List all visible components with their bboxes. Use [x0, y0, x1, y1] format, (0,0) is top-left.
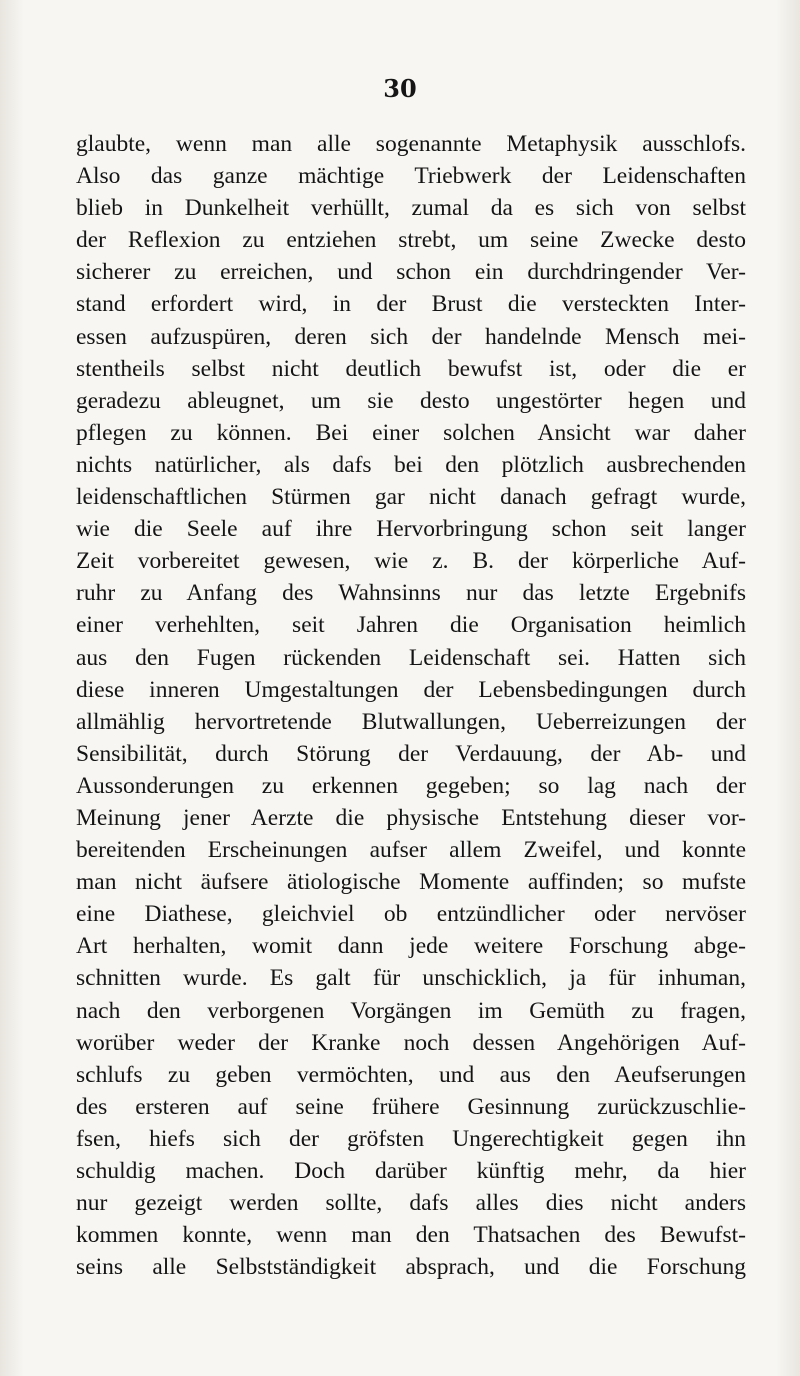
- text-line: nichts natürlicher, als dafs bei den plötzlich ausbrechenden: [76, 451, 746, 478]
- text-line: aus den Fugen rückenden Leidenschaft sei. Hatten sich: [76, 644, 746, 671]
- text-line: Aussonderungen zu erkennen gegeben; so lag nach der: [76, 772, 746, 799]
- text-line: Zeit vorbereitet gewesen, wie z. B. der körperliche Auf-: [76, 548, 746, 575]
- text-line: worüber weder der Kranke noch dessen Angehörigen Auf-: [76, 1029, 746, 1056]
- text-line: schlufs zu geben vermöchten, und aus den Aeufserungen: [76, 1061, 746, 1088]
- text-line: ruhr zu Anfang des Wahnsinns nur das letzte Ergebnifs: [76, 580, 746, 607]
- text-line: Also das ganze mächtige Triebwerk der Leidenschaften: [76, 163, 746, 190]
- text-line: nur gezeigt werden sollte, dafs alles dies nicht anders: [76, 1190, 746, 1217]
- text-line: kommen konnte, wenn man den Thatsachen des Bewufst-: [76, 1222, 746, 1249]
- text-line: schuldig machen. Doch darüber künftig mehr, da hier: [76, 1158, 746, 1184]
- text-line: glaubte, wenn man alle sogenannte Metaphysik ausschlofs.: [76, 131, 746, 157]
- text-line: Meinung jener Aerzte die physische Entstehung dieser vor-: [76, 804, 746, 831]
- text-line: bereitenden Erscheinungen aufser allem Zweifel, und konnte: [76, 837, 746, 864]
- text-line: Art herhalten, womit dann jede weitere Forschung abge-: [76, 933, 746, 960]
- text-line: der Reflexion zu entziehen strebt, um seine Zwecke desto: [76, 227, 746, 254]
- text-line: einer verhehlten, seit Jahren die Organisation heimlich: [76, 612, 746, 639]
- text-line: allmählig hervortretende Blutwallungen, Ueberreizungen der: [76, 708, 746, 735]
- text-line: nach den verborgenen Vorgängen im Gemüth zu fragen,: [76, 997, 746, 1024]
- body-text: [76, 128, 746, 1283]
- text-line: schnitten wurde. Es galt für unschicklich, ja für inhuman,: [76, 965, 746, 992]
- text-line: fsen, hiefs sich der gröfsten Ungerechtigkeit gegen ihn: [76, 1125, 746, 1152]
- text-line: stand erfordert wird, in der Brust die versteckten Inter-: [76, 291, 746, 318]
- text-line: wie die Seele auf ihre Hervorbringung schon seit langer: [76, 516, 746, 543]
- text-line: seins alle Selbstständigkeit absprach, und die Forschung: [76, 1254, 746, 1281]
- text-line: leidenschaftlichen Stürmen gar nicht danach gefragt wurde,: [76, 484, 746, 511]
- text-line: blieb in Dunkelheit verhüllt, zumal da es sich von selbst: [76, 195, 746, 222]
- text-line: stentheils selbst nicht deutlich bewufst ist, oder die er: [76, 355, 746, 382]
- text-line: diese inneren Umgestaltungen der Lebensbedingungen durch: [76, 676, 746, 703]
- text-line: Sensibilität, durch Störung der Verdauung, der Ab- und: [76, 740, 746, 767]
- text-line: sicherer zu erreichen, und schon ein durchdringender Ver-: [76, 259, 746, 286]
- text-line: pflegen zu können. Bei einer solchen Ansicht war daher: [76, 419, 746, 446]
- text-line: des ersteren auf seine frühere Gesinnung zurückzuschlie-: [76, 1093, 746, 1120]
- page-number: 30: [383, 74, 417, 103]
- text-line: essen aufzuspüren, deren sich der handelnde Mensch mei-: [76, 323, 746, 350]
- text-line: eine Diathese, gleichviel ob entzündlicher oder nervöser: [76, 901, 746, 928]
- text-line: geradezu ableugnet, um sie desto ungestörter hegen und: [76, 387, 746, 414]
- text-line: man nicht äufsere ätiologische Momente auffinden; so mufste: [76, 869, 746, 896]
